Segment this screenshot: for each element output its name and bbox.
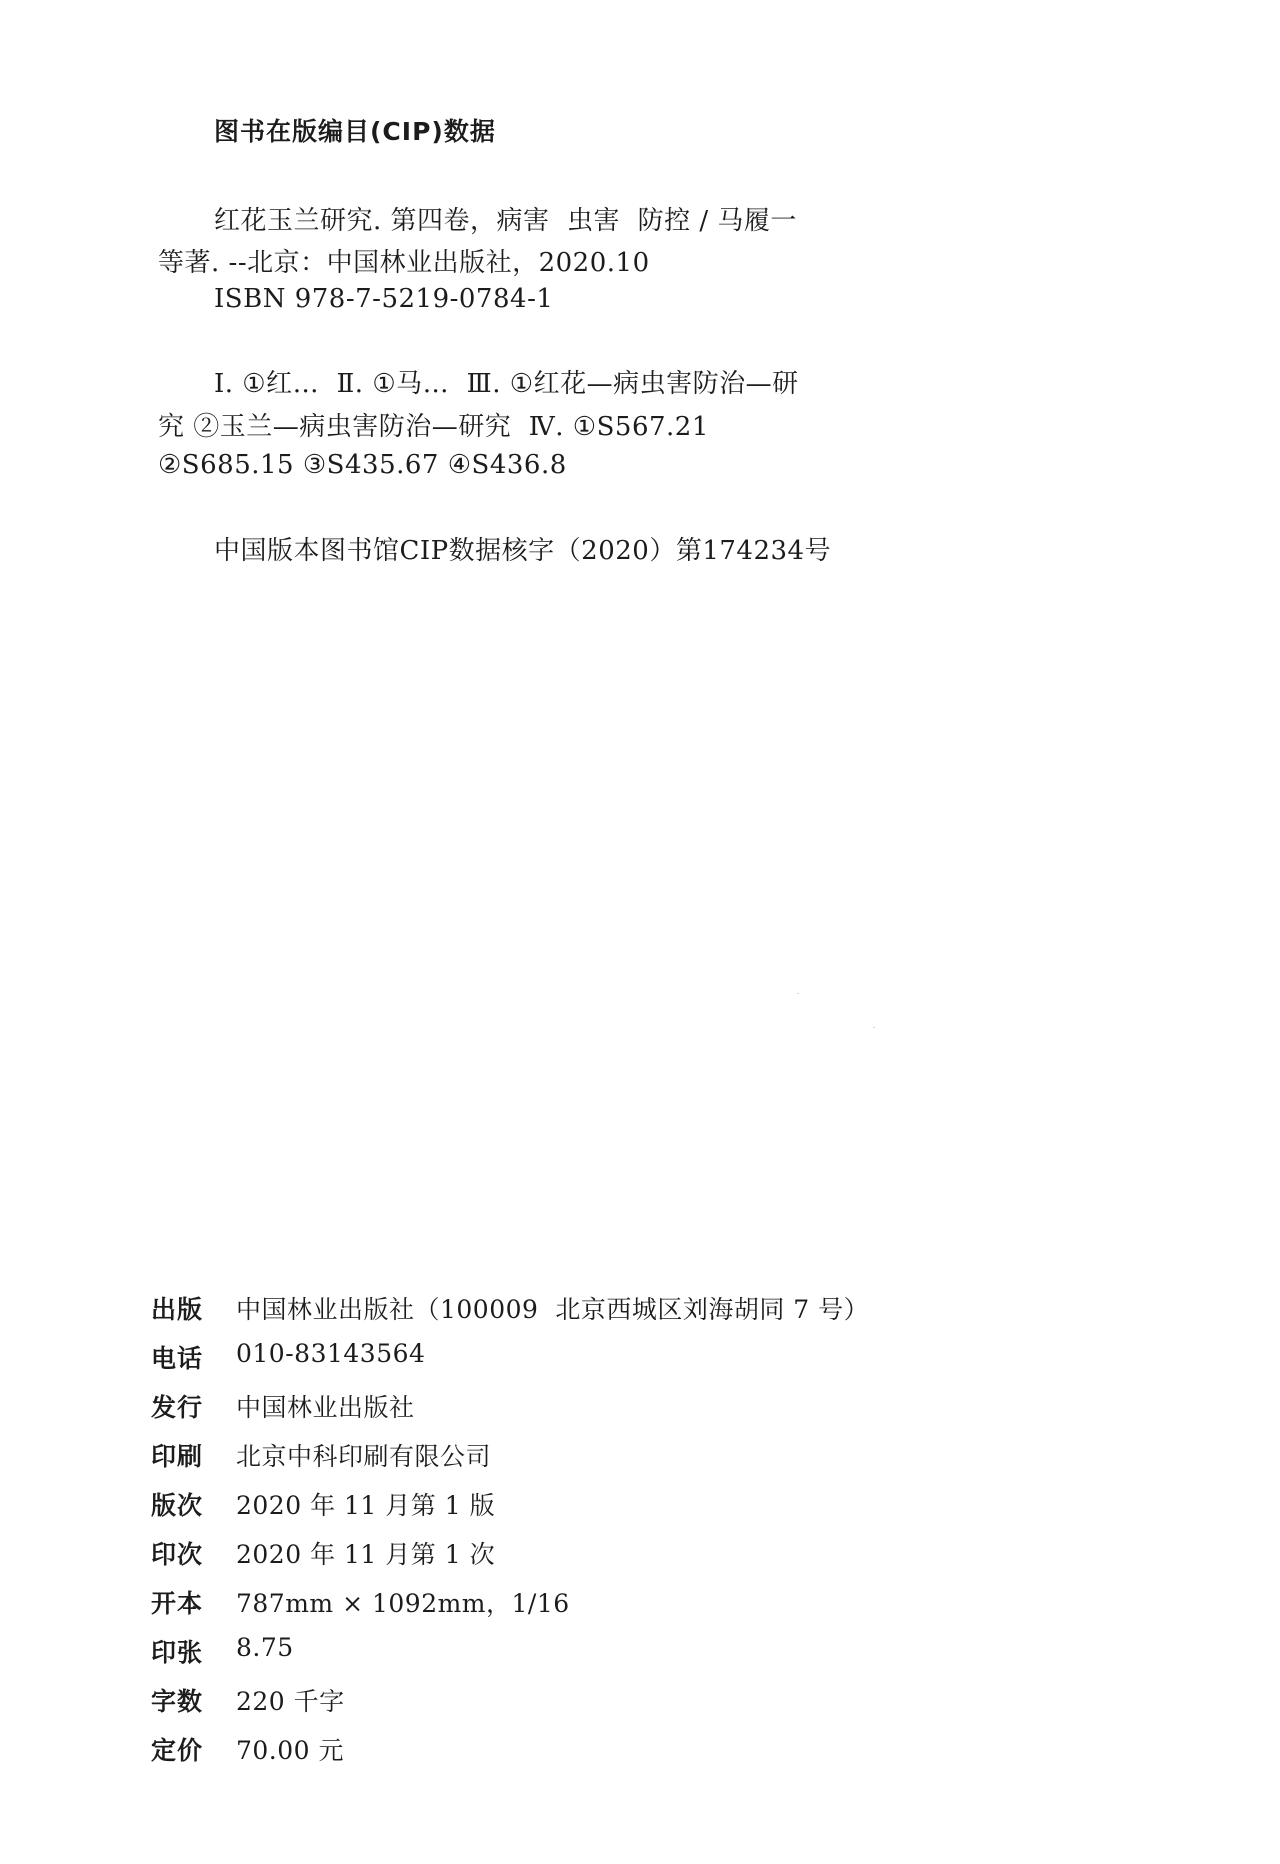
publication-value: 787mm × 1092mm，1/16 — [236, 1589, 570, 1618]
publication-label: 字数 — [151, 1687, 204, 1716]
publication-label: 印次 — [151, 1540, 204, 1569]
publication-label: 印张 — [151, 1638, 204, 1667]
publication-label: 印刷 — [151, 1442, 204, 1471]
cip-heading: 图书在版编目(CIP)数据 — [214, 117, 496, 146]
publication-label: 版次 — [151, 1491, 204, 1520]
cip-verification-number: 中国版本图书馆CIP数据核字（2020）第174234号 — [214, 536, 832, 566]
cip-entry-line-2: 等著. --北京：中国林业出版社，2020.10 — [158, 248, 650, 278]
publication-value: 220 千字 — [236, 1687, 345, 1716]
publication-value: 70.00 元 — [236, 1736, 345, 1765]
publication-value: 2020 年 11 月第 1 次 — [236, 1540, 496, 1569]
scan-speck — [873, 1027, 875, 1028]
scan-speck — [797, 993, 799, 994]
publication-value: 8.75 — [236, 1633, 294, 1662]
publication-value: 2020 年 11 月第 1 版 — [236, 1491, 496, 1520]
publication-value: 中国林业出版社（100009 北京西城区刘海胡同 7 号） — [236, 1295, 870, 1324]
publication-value: 010-83143564 — [236, 1339, 426, 1368]
publication-label: 定价 — [151, 1736, 204, 1765]
publication-label: 发行 — [151, 1393, 204, 1422]
publication-label: 出版 — [151, 1295, 204, 1324]
classification-line-3: ②S685.15 ③S435.67 ④S436.8 — [158, 450, 567, 480]
isbn-line: ISBN 978-7-5219-0784-1 — [214, 284, 554, 314]
publication-label: 电话 — [151, 1344, 204, 1373]
publication-value: 北京中科印刷有限公司 — [236, 1442, 492, 1471]
publication-value: 中国林业出版社 — [236, 1393, 415, 1422]
publication-label: 开本 — [151, 1589, 204, 1618]
cip-entry-line-1: 红花玉兰研究. 第四卷，病害 虫害 防控 / 马履一 — [214, 206, 797, 236]
classification-line-2: 究 ②玉兰—病虫害防治—研究 Ⅳ. ①S567.21 — [158, 412, 709, 442]
classification-line-1: Ⅰ. ①红… Ⅱ. ①马… Ⅲ. ①红花—病虫害防治—研 — [214, 369, 799, 399]
